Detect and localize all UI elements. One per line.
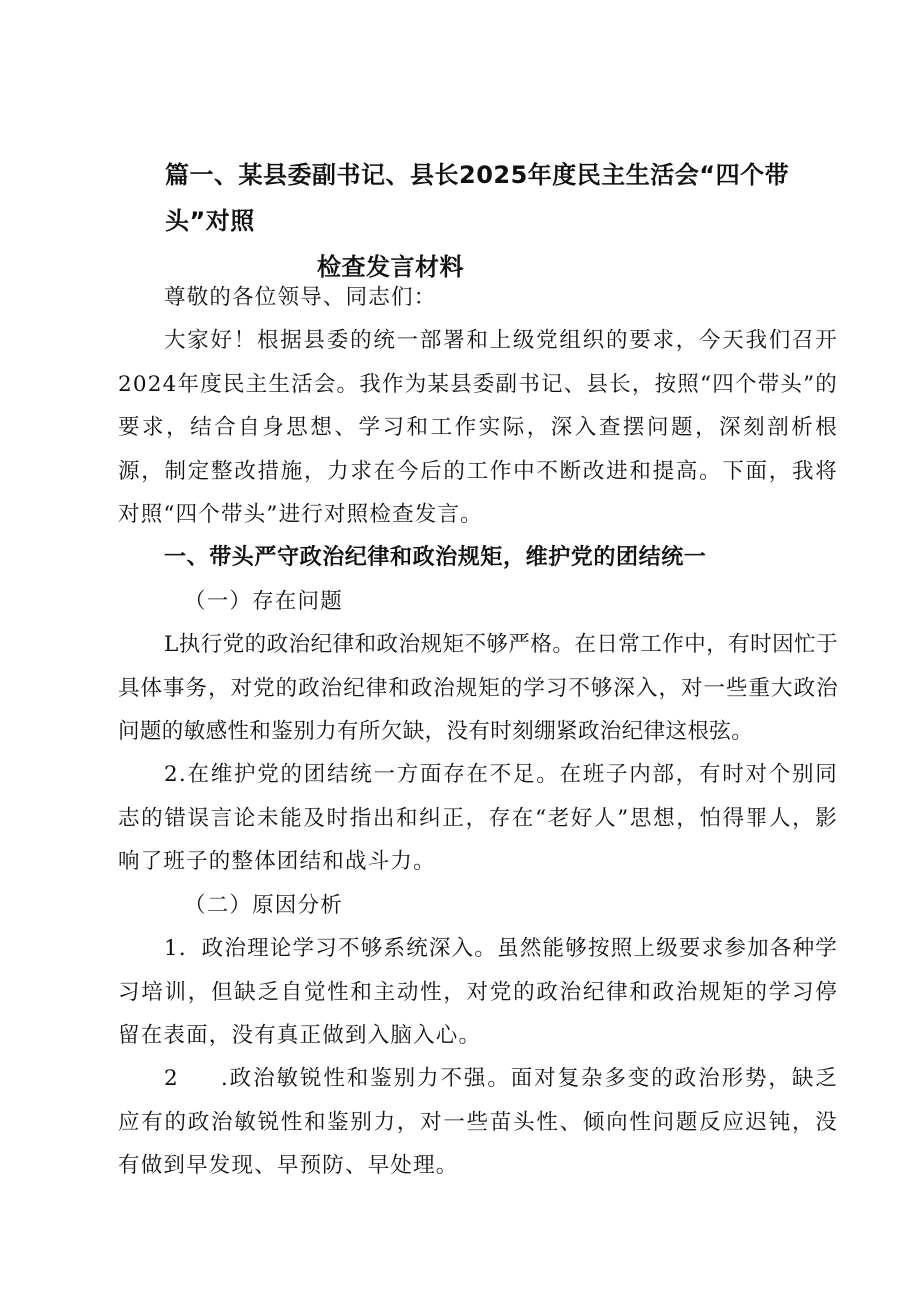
title-line-2: 检查发言材料 (317, 253, 464, 281)
subsection-2-heading: （二）原因分析 (184, 892, 343, 918)
subsection-1-heading: （一）存在问题 (184, 588, 343, 614)
cause-2-text: .政治敏锐性和鉴别力不强。面对复杂多变的政治形势，缺乏应有的政治敏锐性和鉴别力，对一些苗头性、倾向性问题反应迟钝，没有做到早发现、早预防、早处理。 (118, 1066, 838, 1179)
cause-1-paragraph: 1．政治理论学习不够系统深入。虽然能够按照上级要求参加各种学习培训，但缺乏自觉性和主动性，对党的政治纪律和政治规矩的学习停留在表面，没有真正做到入脑入心。 (118, 936, 838, 1048)
document-body (118, 276, 838, 1188)
salutation: 尊敬的各位领导、同志们： (164, 285, 437, 310)
cause-2-number: 2 (164, 1066, 179, 1092)
intro-paragraph: 大家好！根据县委的统一部署和上级党组织的要求，今天我们召开2024年度民主生活会。我作为某县委副书记、县长，按照“四个带头”的要求，结合自身思想、学习和工作实际，深入查摆问题，深刻剖析根源，制定整改措施，力求在今后的工作中不断改进和提高。下面，我将对照“四个带头”进行对照检查发言。 (118, 328, 838, 528)
problem-1-paragraph: L执行党的政治纪律和政治规矩不够严格。在日常工作中，有时因忙于具体事务，对党的政治纪律和政治规矩的学习不够深入，对一些重大政治问题的敏感性和鉴别力有所欠缺，没有时刻绷紧政治纪律这根弦。 (118, 632, 838, 745)
cause-2-paragraph (118, 1057, 838, 1187)
section-1-heading: 一、带头严守政治纪律和政治规矩，维护党的团结统一 (164, 545, 707, 571)
problem-2-paragraph: 2.在维护党的团结统一方面存在不足。在班子内部，有时对个别同志的错误言论未能及时指出和纠正，存在“老好人”思想，怕得罪人，影响了班子的整体团结和战斗力。 (118, 762, 838, 875)
document-title (165, 152, 845, 290)
title-line-1: 篇一、某县委副书记、县长2025年度民主生活会“四个带头”对照 (165, 161, 790, 235)
